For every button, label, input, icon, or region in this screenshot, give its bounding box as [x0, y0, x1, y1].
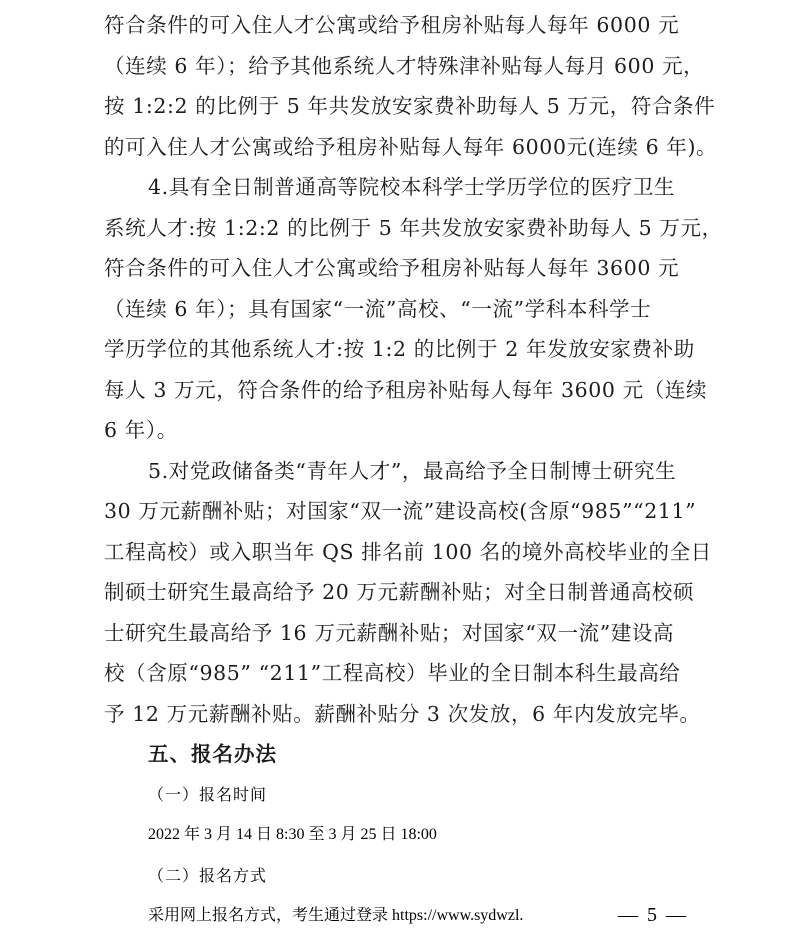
- registration-method-text: 采用网上报名方式，考生通过登录 https://www.sydwzl.: [148, 907, 524, 924]
- text-line: 学历学位的其他系统人才:按 1:2 的比例于 2 年发放安家费补助: [104, 337, 695, 361]
- text-line: 5.对党政储备类“青年人才”，最高给予全日制博士研究生: [148, 459, 677, 483]
- text-line: （连续 6 年）；具有国家“一流”高校、“一流”学科本科学士: [104, 297, 652, 321]
- text-line: 按 1:2:2 的比例于 5 年共发放安家费补助每人 5 万元，符合条件: [104, 94, 716, 118]
- text-line: 制硕士研究生最高给予 20 万元薪酬补贴；对全日制普通高校硕: [104, 580, 695, 604]
- text-line: 符合条件的可入住人才公寓或给予租房补贴每人每年 6000 元: [104, 13, 680, 37]
- page-number: — 5 —: [618, 904, 688, 926]
- section-heading: 五、报名办法: [148, 742, 277, 766]
- text-line: 予 12 万元薪酬补贴。薪酬补贴分 3 次发放，6 年内发放完毕。: [104, 702, 701, 726]
- text-line: 每人 3 万元，符合条件的给予租房补贴每人每年 3600 元（连续: [104, 378, 708, 402]
- text-line: 6 年）。: [104, 418, 178, 442]
- text-line: 校（含原“985” “211”工程高校）毕业的全日制本科生最高给: [104, 661, 681, 685]
- text-line: 符合条件的可入住人才公寓或给予租房补贴每人每年 3600 元: [104, 256, 680, 280]
- text-line: 的可入住人才公寓或给予租房补贴每人每年 6000元(连续 6 年)。: [104, 135, 718, 159]
- text-line: 系统人才:按 1:2:2 的比例于 5 年共发放安家费补助每人 5 万元，: [104, 216, 723, 240]
- text-line: 工程高校）或入职当年 QS 排名前 100 名的境外高校毕业的全日: [104, 540, 712, 564]
- text-line: 士研究生最高给予 16 万元薪酬补贴；对国家“双一流”建设高: [104, 621, 675, 645]
- text-line: （连续 6 年）；给予其他系统人才特殊津补贴每人每月 600 元，: [104, 54, 705, 78]
- text-line: 4.具有全日制普通高等院校本科学士学历学位的医疗卫生: [148, 175, 676, 199]
- subheading-registration-time: （一）报名时间: [148, 785, 268, 804]
- text-line: 30 万元薪酬补贴；对国家“双一流”建设高校(含原“985”“211”: [104, 499, 697, 523]
- subheading-registration-method: （二）报名方式: [148, 866, 268, 885]
- registration-time-value: 2022 年 3 月 14 日 8:30 至 3 月 25 日 18:00: [148, 826, 437, 843]
